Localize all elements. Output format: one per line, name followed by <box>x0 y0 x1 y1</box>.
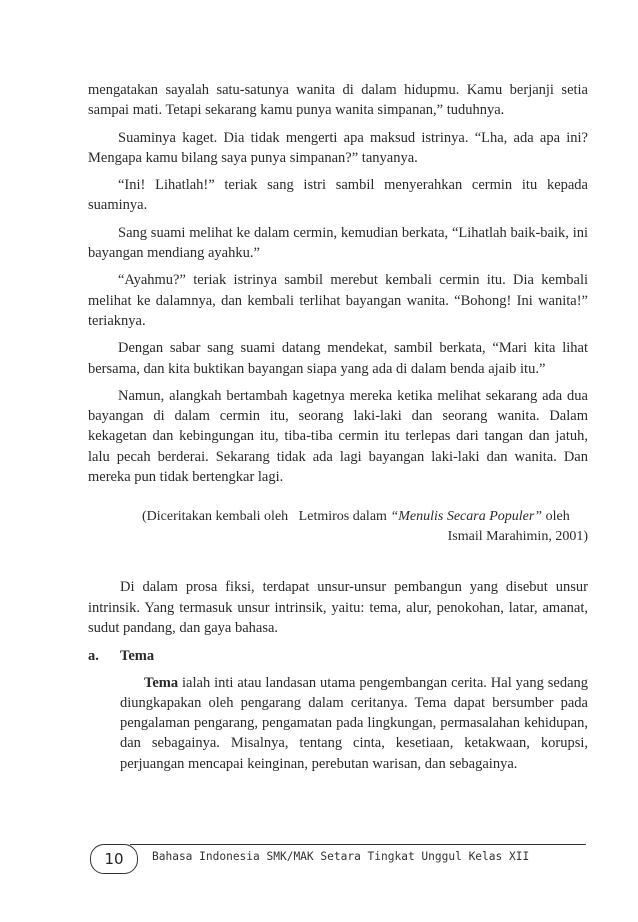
section-paragraph <box>120 673 588 774</box>
page-content <box>88 80 588 781</box>
footer-divider <box>130 844 586 845</box>
section-text: ialah inti atau landasan utama pengembangan cerita. Hal yang sedang diungkapakan oleh pengarang dalam ceritanya. Tema dapat bersumber pada pengalaman pengarang, pengamatan pada lingkungan, permasalahan kehidupan, dan sebagainya. Misalnya, tentang cinta, kesetiaan, ketakwaan, korupsi, perjuangan mencapai keinginan, perebutan warisan, dan sebagainya. <box>120 674 588 772</box>
story-paragraph-5: “Ayahmu?” teriak istrinya sambil merebut kembali cermin itu. Dia kembali melihat ke dalamnya, dan kembali terlihat bayangan wanita. “Bohong! Ini wanita!” teriaknya. <box>88 272 588 329</box>
citation-prefix: (Diceritakan kembali oleh <box>142 509 289 525</box>
story-paragraph-6: Dengan sabar sang suami datang mendekat, sambil berkata, “Mari kita lihat bersama, dan kita buktikan bayangan siapa yang ada di dalam benda ajaib itu.” <box>88 340 588 377</box>
story-paragraph-7: Namun, alangkah bertambah kagetnya mereka ketika melihat sekarang ada dua bayangan di dalam cermin itu, seorang laki-laki dan seorang wanita. Dalam kekagetan dan kebingungan itu, tiba-tiba cermin itu terlepas dari tangan dan jatuh, lalu pecah berderai. Sekarang tidak ada lagi bayangan laki-laki dan wanita. Dan mereka pun tidak bertengkar lagi. <box>88 387 588 486</box>
story-paragraph-4: Sang suami melihat ke dalam cermin, kemudian berkata, “Lihatlah baik-baik, ini bayangan mendiang ayahku.” <box>88 224 588 262</box>
citation-book-title: “Menulis Secara Populer” <box>390 509 543 525</box>
section-title: Tema <box>120 648 155 665</box>
story-citation <box>88 507 588 547</box>
story-paragraph-2: Suaminya kaget. Dia tidak mengerti apa maksud istrinya. “Lha, ada apa ini? Mengapa kamu bilang saya punya simpanan?” tanyanya. <box>88 129 588 166</box>
citation-line-2: Ismail Marahimin, 2001) <box>447 529 588 545</box>
section-lead-term: Tema <box>144 674 179 691</box>
story-paragraph-3: “Ini! Lihatlah!” teriak sang istri sambil menyerahkan cermin itu kepada suaminya. <box>88 177 588 214</box>
section-heading <box>88 646 588 666</box>
story-paragraph-1: mengatakan sayalah satu-satunya wanita di dalam hidupmu. Kamu berjanji setia sampai mati. Tetapi sekarang kamu punya wanita simpanan,” tuduhnya. <box>88 82 588 119</box>
citation-line-1 <box>88 507 588 527</box>
section-body <box>88 673 588 774</box>
citation-author: Letmiros dalam <box>298 509 387 525</box>
section-letter: a. <box>88 648 99 665</box>
page-number: 10 <box>90 844 138 874</box>
citation-suffix: oleh <box>545 509 570 525</box>
intro-paragraph: Di dalam prosa fiksi, terdapat unsur-unsur pembangun yang disebut unsur intrinsik. Yang termasuk unsur intrinsik, yaitu: tema, alur, penokohan, latar, amanat, sudut pandang, dan gaya bahasa. <box>88 579 588 636</box>
page-footer <box>90 840 586 876</box>
footer-book-title: Bahasa Indonesia SMK/MAK Setara Tingkat Unggul Kelas XII <box>152 850 530 863</box>
